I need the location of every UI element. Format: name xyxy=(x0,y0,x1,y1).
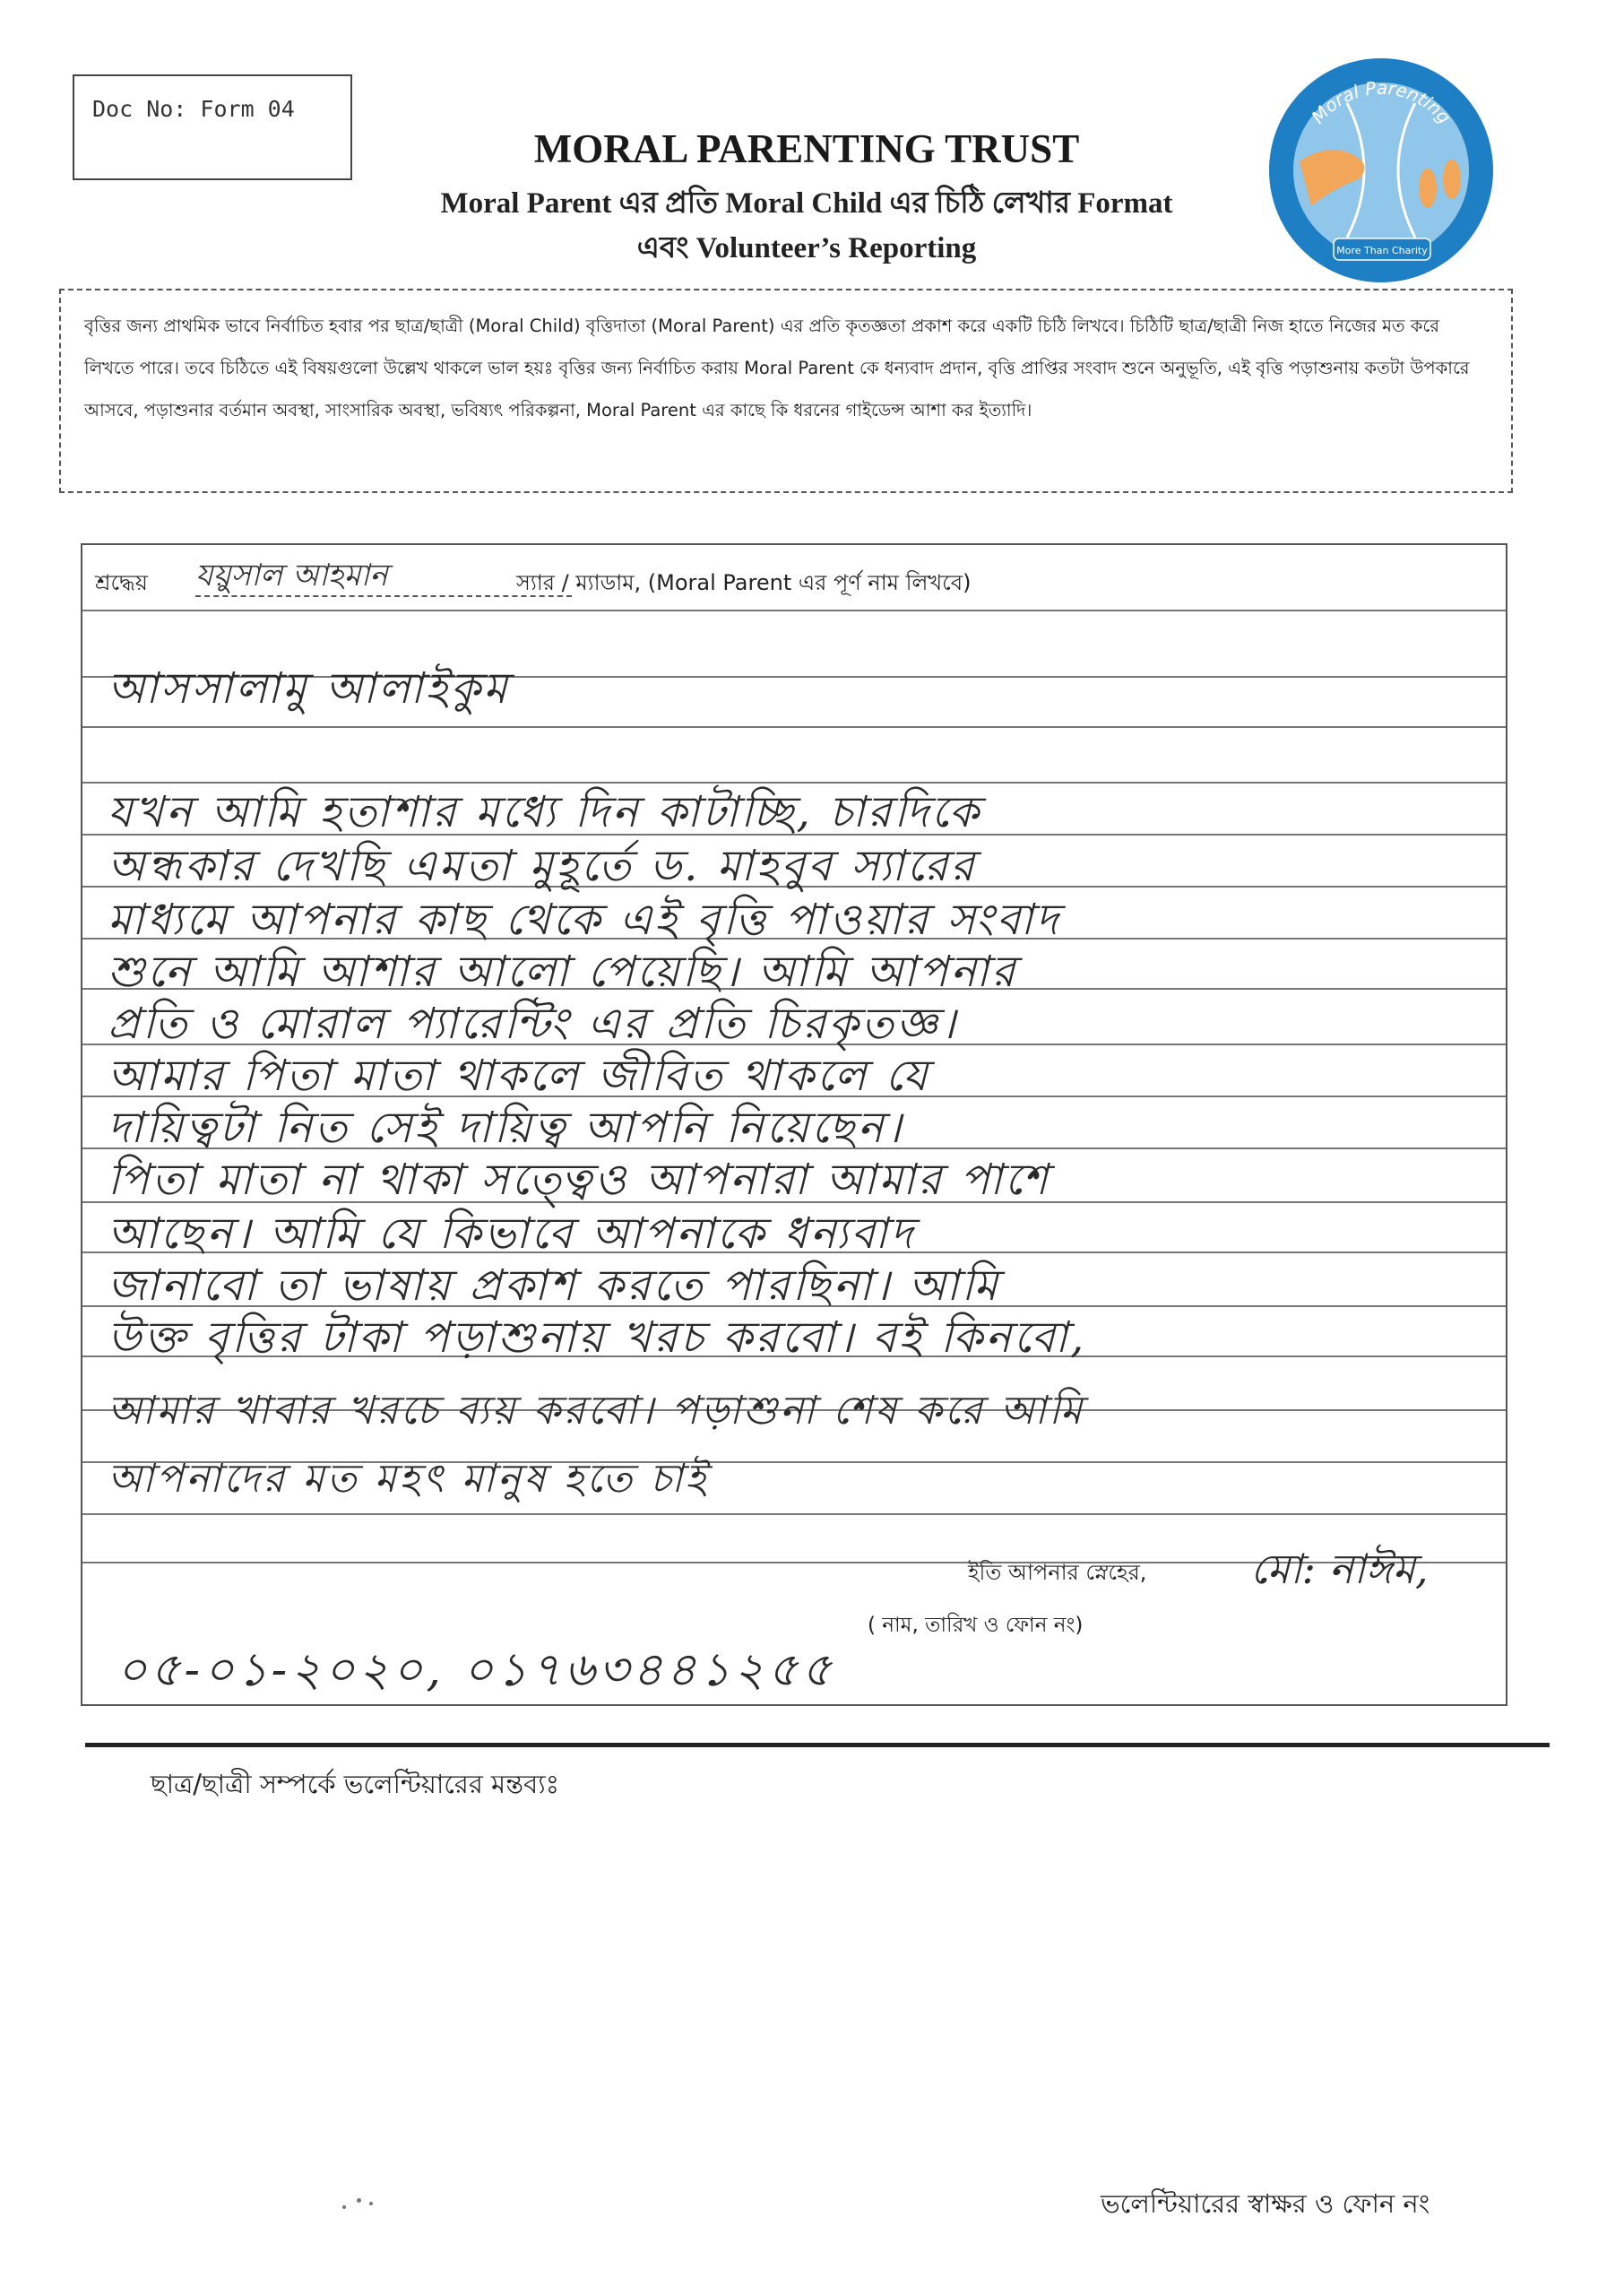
letter-line: যখন আমি হতাশার মধ্যে দিন কাটাচ্ছি, চারদিকে xyxy=(108,787,982,837)
doc-number-box xyxy=(73,74,352,180)
ruled-line xyxy=(82,610,1506,611)
speck xyxy=(369,2202,373,2205)
letter-line: আছেন। আমি যে কিভাবে আপনাকে ধন্যবাদ xyxy=(108,1208,916,1259)
letter-line: জানাবো তা ভাষায় প্রকাশ করতে পারছিনা। আমি xyxy=(108,1260,1001,1311)
closing-text: ইতি আপনার স্নেহের, xyxy=(968,1560,1147,1585)
letter-line: আমার পিতা মাতা থাকলে জীবিত থাকলে যে xyxy=(108,1051,930,1101)
salutation-prefix: শ্রদ্ধেয় xyxy=(95,570,148,595)
moral-parent-name: যয়ুসাল আহমান xyxy=(195,552,572,597)
volunteer-comment-label: ছাত্র/ছাত্রী সম্পর্কে ভলেন্টিয়ারের মন্তব্যঃ xyxy=(151,1769,560,1799)
form-subtitle-2: এবং Volunteer’s Reporting xyxy=(636,232,977,264)
moral-parenting-logo xyxy=(1262,54,1500,287)
section-divider xyxy=(85,1743,1550,1747)
footprint-icon xyxy=(1419,169,1437,208)
letter-line: আসসালামু আলাইকুম xyxy=(108,663,510,714)
logo-text-top: Moral Parenting xyxy=(1307,76,1456,128)
letter-line: অন্ধকার দেখছি এমতা মুহূর্তে ড. মাহবুব স্যারের xyxy=(108,841,977,891)
logo-text-bottom: More Than Charity xyxy=(1336,245,1428,256)
form-subtitle: Moral Parent এর প্রতি Moral Child এর চিঠি লেখার Format xyxy=(440,187,1173,220)
footprint-icon-2 xyxy=(1443,160,1461,199)
speck xyxy=(342,2205,346,2209)
date-and-phone: ০৫-০১-২০২০, ০১৭৬৩৪৪১২৫৫ xyxy=(117,1643,836,1697)
closing-signature: মো: নাঈম, xyxy=(1250,1545,1429,1593)
instructions-box xyxy=(59,289,1513,493)
instructions-text: বৃত্তির জন্য প্রাথমিক ভাবে নির্বাচিত হবার পর ছাত্র/ছাত্রী (Moral Child) বৃত্তিদাতা (Moral Parent) এর প্রতি কৃতজ্ঞতা প্রকাশ করে একটি চিঠি লিখবে। চিঠিটি ছাত্র/ছাত্রী নিজ হাতে নিজের মত করে লিখতে পারে। তবে চিঠিতে এই বিষয়গুলো উল্লেখ থাকলে ভাল হয়ঃ বৃত্তির জন্য নির্বাচিত করায় Moral Parent কে ধন্যবাদ প্রদান, বৃত্তি প্রাপ্তির সংবাদ শুনে অনুভূতি, এই বৃত্তি পড়াশুনায় কতটা উপকারে আসবে, পড়াশুনার বর্তমান অবস্থা, সাংসারিক অবস্থা, ভবিষ্যৎ পরিকল্পনা, Moral Parent এর কাছে কি ধরনের গাইডেন্স আশা কর ইত্যাদি। xyxy=(84,316,1470,420)
letter-line: উক্ত বৃত্তির টাকা পড়াশুনায় খরচ করবো। বই কিনবো, xyxy=(108,1312,1087,1363)
speck xyxy=(357,2198,361,2203)
letter-line: দায়িত্বটা নিত সেই দায়িত্ব আপনি নিয়েছেন। xyxy=(108,1103,904,1153)
letter-line: আমার খাবার খরচে ব্যয় করবো। পড়াশুনা শেষ করে আমি xyxy=(108,1388,1085,1433)
letter-line: শুনে আমি আশার আলো পেয়েছি। আমি আপনার xyxy=(108,947,1018,997)
salutation-suffix: স্যার / ম্যাডাম, (Moral Parent এর পূর্ণ নাম লিখবে) xyxy=(516,570,972,595)
letter-line: মাধ্যমে আপনার কাছ থেকে এই বৃত্তি পাওয়ার সংবাদ xyxy=(108,895,1061,945)
salutation-line xyxy=(95,552,1493,602)
letter-line: পিতা মাতা না থাকা সত্ত্বেও আপনারা আমার পাশে xyxy=(108,1155,1050,1205)
letter-line: আপনাদের মত মহৎ মানুষ হতে চাই xyxy=(108,1456,709,1502)
organization-title: MORAL PARENTING TRUST xyxy=(533,126,1080,171)
closing-note: ( নাম, তারিখ ও ফোন নং) xyxy=(868,1614,1084,1637)
volunteer-signature-label: ভলেন্টিয়ারের স্বাক্ষর ও ফোন নং xyxy=(1101,2188,1430,2219)
letter-line: প্রতি ও মোরাল প্যারেন্টিং এর প্রতি চিরকৃতজ্ঞ। xyxy=(108,999,959,1049)
doc-number: Doc No: Form 04 xyxy=(92,96,295,122)
